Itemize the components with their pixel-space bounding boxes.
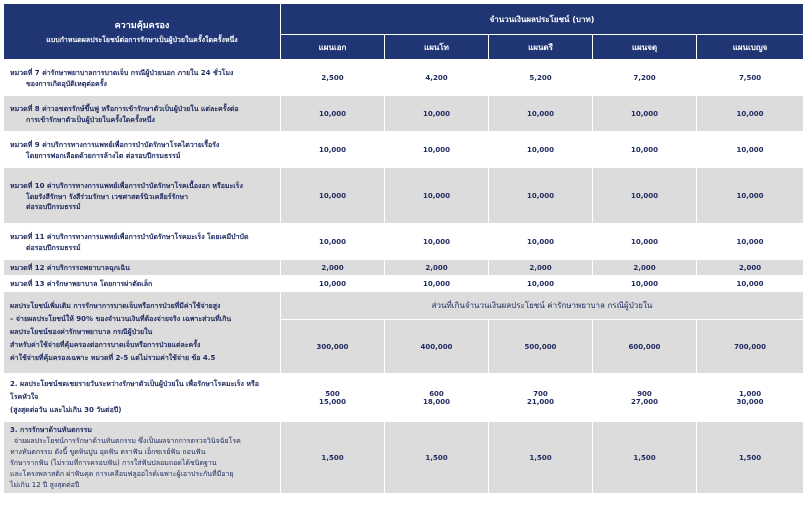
- extra-line: ผลประโยชน์ของค่ารักษาพยาบาล กรณีผู้ป่วยใน: [10, 328, 153, 336]
- extra-line: ผลประโยชน์เพิ่มเติม การรักษาการบาดเจ็บหรือการป่วยที่มีค่าใช้จ่ายสูง: [10, 302, 221, 310]
- value-cell: 4,200: [385, 60, 489, 96]
- table-row: [4, 422, 804, 494]
- value-cell: 400,000: [385, 320, 489, 374]
- dentistry-line: จ่ายผลประโยชน์การรักษาด้านทันตกรรม ซึ่งเป็นผลจากการตรวจวินิจฉัยโรค: [14, 436, 241, 445]
- value-cell: 10,000: [281, 96, 385, 132]
- row-sublabel: การเข้ารักษาตัวเป็นผู้ป่วยในครั้งใดครั้งหนึ่ง: [26, 115, 155, 124]
- daily-value: 600: [429, 389, 444, 398]
- table-row: [4, 292, 804, 320]
- value-cell: 1,500: [385, 422, 489, 494]
- value-cell: 1,500: [697, 422, 804, 494]
- value-cell: 600,000: [593, 320, 697, 374]
- extra-line: – จ่ายผลประโยชน์ให้ 90% ของจำนวนเงินที่ต้องจ่ายจริง เฉพาะส่วนที่เกิน: [10, 315, 232, 323]
- value-cell: 2,000: [385, 260, 489, 276]
- max-value: 18,000: [422, 397, 450, 406]
- value-cell: 10,000: [593, 276, 697, 292]
- value-cell: 1,500: [489, 422, 593, 494]
- row-sublabel: โดยการฟอกเลือดด้วยการล้างไต ต่อรอบปีกรมธรรม์: [26, 151, 181, 160]
- row-label: หมวดที่ 12 ค่าบริการรถพยาบาลฉุกเฉิน: [4, 260, 281, 276]
- value-cell: 700,000: [697, 320, 804, 374]
- value-cell: 10,000: [489, 276, 593, 292]
- value-cell: 10,000: [281, 132, 385, 168]
- value-cell: 1,500: [593, 422, 697, 494]
- value-cell: 7,200: [593, 60, 697, 96]
- value-cell: 10,000: [697, 96, 804, 132]
- value-cell: 7,500: [697, 60, 804, 96]
- value-cell: 2,000: [697, 260, 804, 276]
- row-label: หมวดที่ 10 ค่าบริการทางการแพทย์เพื่อการบำบัดรักษาโรคเนื้องอก หรือมะเร็ง: [10, 181, 243, 190]
- row-label: หมวดที่ 13 ค่ารักษาพยาบาล โดยการผ่าตัดเล็ก: [4, 276, 281, 292]
- coverage-subtitle: แบบกำหนดผลประโยชน์ต่อการรักษาเป็นผู้ป่วยในครั้งใดครั้งหนึ่ง: [46, 35, 238, 44]
- value-cell: 10,000: [385, 96, 489, 132]
- value-cell: 10,000: [593, 96, 697, 132]
- value-cell: 10,000: [385, 132, 489, 168]
- value-cell: 10,000: [697, 276, 804, 292]
- table-row: [4, 260, 804, 276]
- plan-header: แผนเบญจ: [697, 35, 804, 60]
- value-cell: 10,000: [281, 276, 385, 292]
- value-cell: 10,000: [697, 224, 804, 260]
- plan-header: แผนเอก: [281, 35, 385, 60]
- value-cell: 1,500: [281, 422, 385, 494]
- daily-line: โรคหัวใจ: [10, 393, 39, 401]
- value-cell: 10,000: [281, 168, 385, 224]
- extra-line: สำหรับค่าใช้จ่ายที่คุ้มครองต่อการบาดเจ็บหรือการป่วยแต่ละครั้ง: [10, 341, 201, 349]
- table-row: [4, 374, 804, 422]
- benefit-table: [3, 3, 804, 494]
- coverage-title: ความคุ้มครอง: [114, 20, 170, 31]
- row-label: หมวดที่ 7 ค่ารักษาพยาบาลการบาดเจ็บ กรณีผู้ป่วยนอก ภายใน 24 ชั่วโมง: [10, 68, 234, 77]
- daily-line: (สูงสุดต่อวัน และไม่เกิน 30 วันต่อปี): [10, 406, 122, 414]
- value-cell: 2,000: [281, 260, 385, 276]
- daily-value: 700: [533, 389, 548, 398]
- value-cell: 2,000: [489, 260, 593, 276]
- plan-header: แผนโท: [385, 35, 489, 60]
- max-value: 27,000: [630, 397, 658, 406]
- value-cell: 10,000: [489, 168, 593, 224]
- benefit-header: จำนวนเงินผลประโยชน์ (บาท): [281, 4, 804, 35]
- value-cell: 10,000: [489, 132, 593, 168]
- table-row: [4, 60, 804, 96]
- row-label: หมวดที่ 8 ค่าวอชตรรักษ์ขึ้นฟู หรือการเข้ารักษาตัวเป็นผู้ป่วยใน แต่ละครั้งต่อ: [10, 104, 239, 113]
- value-cell: 2,000: [593, 260, 697, 276]
- row-label: หมวดที่ 11 ค่าบริการทางการแพทย์เพื่อการบำบัดรักษาโรคมะเร็ง โดยเคมีบำบัด: [10, 232, 249, 241]
- max-value: 30,000: [736, 397, 764, 406]
- dentistry-line: รักษารากฟัน (ไม่รวมที่การครอบฟัน) การใส่ฟันปลอมถอดได้ชนิดฐาน: [10, 458, 217, 467]
- value-cell: 10,000: [385, 168, 489, 224]
- value-cell: 10,000: [593, 168, 697, 224]
- dentistry-line: ไม่เกิน 12 ปี สูงสุดต่อปี: [10, 480, 80, 489]
- dentistry-line: ทางทันตกรรม ดังนี้ ขูดหินปูน อุดฟัน ตราฟัน เอ็กซเรย์ฟัน ถอนฟัน: [10, 447, 206, 456]
- max-value: 21,000: [526, 397, 554, 406]
- coverage-header: [4, 4, 281, 60]
- extra-line: ค่าใช้จ่ายที่คุ้มครองเฉพาะ หมวดที่ 2-5 แต่ไม่รวมค่าใช้จ่าย ข้อ 4.5: [10, 354, 216, 362]
- table-row: [4, 132, 804, 168]
- row-sublabel: โดยรังสีรักษา รังสีร่วมรักษา เวชศาสตร์นิวเคลียร์รักษา: [26, 192, 189, 201]
- value-cell: 10,000: [385, 224, 489, 260]
- daily-line: 2. ผลประโยชน์ชดเชยรายวันระหว่างรักษาตัวเป็นผู้ป่วยใน เพื่อรักษาโรคมะเร็ง หรือ: [10, 380, 259, 388]
- value-cell: 10,000: [489, 96, 593, 132]
- table-row: [4, 224, 804, 260]
- dentistry-line: และโครงพลาสติก ผ่าฟันคุด การเคลือบฟลูออไรด์เฉพาะผู้เอาประกันที่มีอายุ: [10, 469, 234, 478]
- row-sublabel: ของการเกิดอุบัติเหตุต่อครั้ง: [26, 79, 107, 88]
- max-value: 15,000: [318, 397, 346, 406]
- value-cell: 300,000: [281, 320, 385, 374]
- table-row: [4, 168, 804, 224]
- value-cell: 2,500: [281, 60, 385, 96]
- plan-header: แผนตรี: [489, 35, 593, 60]
- value-cell: 10,000: [593, 224, 697, 260]
- table-row: [4, 276, 804, 292]
- row-sublabel: ต่อรอบปีกรมธรรม์: [26, 243, 81, 252]
- value-cell: 10,000: [593, 132, 697, 168]
- daily-value: 1,000: [738, 389, 762, 398]
- value-cell: 10,000: [697, 132, 804, 168]
- row-sublabel: ต่อรอบปีกรมธรรม์: [26, 202, 81, 211]
- daily-value: 900: [637, 389, 652, 398]
- row-label: หมวดที่ 9 ค่าบริการทางการแพทย์เพื่อการบำบัดรักษาโรคไตวายเรื้อรัง: [10, 140, 220, 149]
- value-cell: 10,000: [697, 168, 804, 224]
- value-cell: 10,000: [489, 224, 593, 260]
- value-cell: 500,000: [489, 320, 593, 374]
- daily-value: 500: [325, 389, 340, 398]
- value-cell: 10,000: [385, 276, 489, 292]
- excess-note: ส่วนที่เกินจำนวนเงินผลประโยชน์ ค่ารักษาพยาบาล กรณีผู้ป่วยใน: [281, 292, 804, 320]
- value-cell: 5,200: [489, 60, 593, 96]
- value-cell: 10,000: [281, 224, 385, 260]
- table-row: [4, 96, 804, 132]
- dentistry-title: 3. การรักษาด้านทันตกรรม: [10, 425, 93, 434]
- plan-header: แผนจตุ: [593, 35, 697, 60]
